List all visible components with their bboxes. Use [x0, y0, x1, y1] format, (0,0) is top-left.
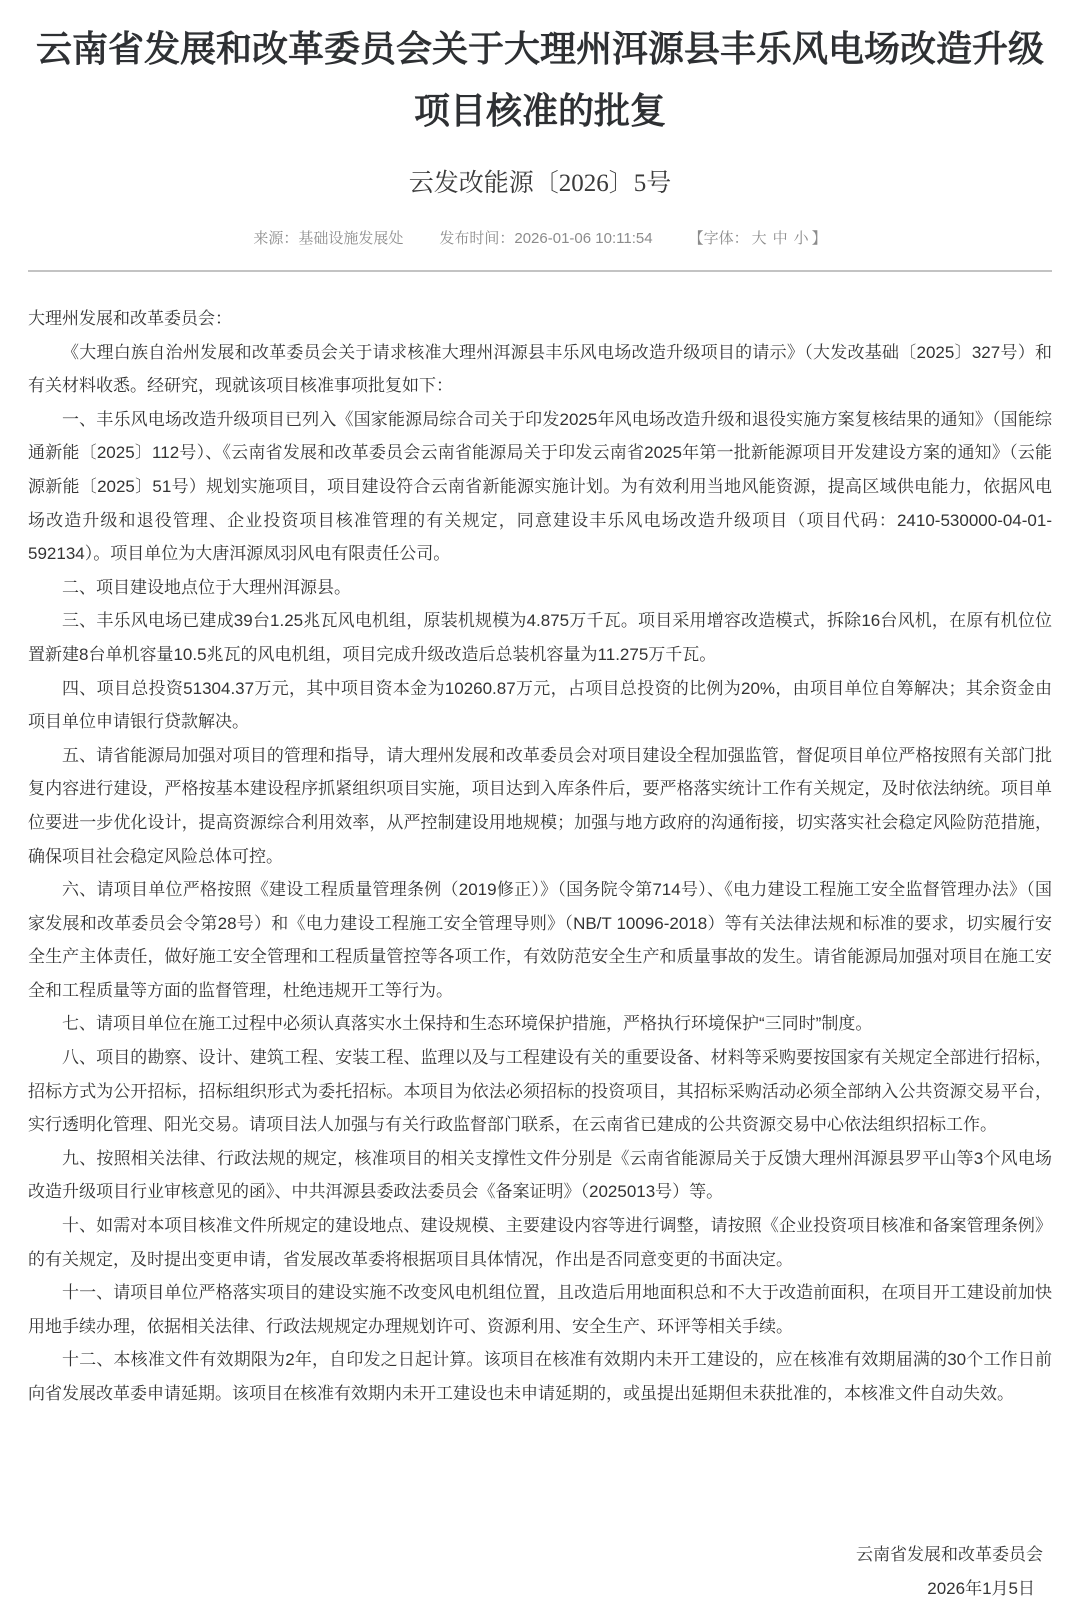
page-title: 云南省发展和改革委员会关于大理州洱源县丰乐风电场改造升级项目核准的批复 [35, 28, 1044, 131]
meta-bar [28, 228, 1052, 250]
publish-time: 发布时间：2026-01-06 10:11:54 [439, 230, 653, 247]
source-info: 来源：基础设施发展处 [253, 230, 404, 247]
paragraph: 三、丰乐风电场已建成39台1.25兆瓦风电机组，原装机规模为4.875万千瓦。项目采用增容改造模式，拆除16台风机，在原有机位位置新建8台单机容量10.5兆瓦的风电机组，项目完成升级改造后总装机容量为11.275万千瓦。 [28, 611, 1052, 664]
divider [28, 270, 1052, 272]
document-body [28, 302, 1052, 1411]
issuer-signature: 云南省发展和改革委员会 [856, 1545, 1043, 1564]
paragraph: 十、如需对本项目核准文件所规定的建设地点、建设规模、主要建设内容等进行调整，请按照《企业投资项目核准和备案管理条例》的有关规定，及时提出变更申请，省发展改革委将根据项目具体情况，作出是否同意变更的书面决定。 [28, 1216, 1052, 1269]
paragraph: 五、请省能源局加强对项目的管理和指导，请大理州发展和改革委员会对项目建设全程加强监管，督促项目单位严格按照有关部门批复内容进行建设，严格按基本建设程序抓紧组织项目实施，项目达到入库条件后，要严格落实统计工作有关规定，及时依法纳统。项目单位要进一步优化设计，提高资源综合利用效率，从严控制建设用地规模；加强与地方政府的沟通衔接，切实落实社会稳定风险防范措施，确保项目社会稳定风险总体可控。 [28, 745, 1052, 866]
paragraph: 七、请项目单位在施工过程中必须认真落实水土保持和生态环境保护措施，严格执行环境保护“三同时”制度。 [62, 1014, 873, 1034]
paragraph: 十一、请项目单位严格落实项目的建设实施不改变风电机组位置，且改造后用地面积总和不大于改造前面积，在项目开工建设前加快用地手续办理，依据相关法律、行政法规规定办理规划许可、资源利用、安全生产、环评等相关手续。 [28, 1283, 1052, 1336]
document-number: 云发改能源〔2026〕5号 [408, 170, 672, 197]
font-small-button[interactable]: 小 [793, 230, 809, 247]
document-footer [856, 1538, 1052, 1606]
paragraph: 八、项目的勘察、设计、建筑工程、安装工程、监理以及与工程建设有关的重要设备、材料等采购要按国家有关规定全部进行招标，招标方式为公开招标，招标组织形式为委托招标。本项目为依法必须招标的投资项目，其招标采购活动必须全部纳入公共资源交易平台，实行透明化管理、阳光交易。请项目法人加强与有关行政监督部门联系，在云南省已建成的公共资源交易中心依法组织招标工作。 [28, 1048, 1052, 1135]
salutation: 大理州发展和改革委员会： [28, 309, 232, 328]
font-size-label-close: 】 [811, 230, 827, 247]
paragraph: 十二、本核准文件有效期限为2年，自印发之日起计算。该项目在核准有效期内未开工建设的，应在核准有效期届满的30个工作日前向省发展改革委申请延期。该项目在核准有效期内未开工建设也未申请延期的，或虽提出延期但未获批准的，本核准文件自动失效。 [28, 1350, 1052, 1403]
font-size-control [689, 228, 827, 250]
font-size-label: 【字体： [688, 230, 749, 247]
paragraph: 六、请项目单位严格按照《建设工程质量管理条例（2019修正）》（国务院令第714号）、《电力建设工程施工安全监督管理办法》（国家发展和改革委员会令第28号）和《电力建设工程施工安全管理导则》（NB/T 10096-2018）等有关法律法规和标准的要求，切实履行安全生产主体责任，做好施工安全管理和工程质量管控等各项工作，有效防范安全生产和质量事故的发生。请省能源局加强对项目在施工安全和工程质量等方面的监督管理，杜绝违规开工等行为。 [28, 880, 1052, 1000]
document-page [0, 18, 1080, 1411]
font-large-button[interactable]: 大 [751, 230, 767, 247]
paragraph: 四、项目总投资51304.37万元，其中项目资本金为10260.87万元，占项目总投资的比例为20%，由项目单位自筹解决；其余资金由项目单位申请银行贷款解决。 [28, 678, 1052, 732]
paragraph: 一、丰乐风电场改造升级项目已列入《国家能源局综合司关于印发2025年风电场改造升级和退役实施方案复核结果的通知》（国能综通新能〔2025〕112号）、《云南省发展和改革委员会云南省能源局关于印发云南省2025年第一批新能源项目开发建设方案的通知》（云能源新能〔2025〕51号）规划实施项目，项目建设符合云南省新能源实施计划。为有效利用当地风能资源，提高区域供电能力，依据风电场改造升级和退役管理、企业投资项目核准管理的有关规定，同意建设丰乐风电场改造升级项目（项目代码：2410-530000-04-01-592134）。项目单位为大唐洱源凤羽风电有限责任公司。 [28, 409, 1052, 564]
issue-date: 2026年1月5日 [927, 1579, 1035, 1598]
paragraph: 二、项目建设地点位于大理州洱源县。 [62, 577, 351, 597]
paragraph: 九、按照相关法律、行政法规的规定，核准项目的相关支撑性文件分别是《云南省能源局关于反馈大理州洱源县罗平山等3个风电场改造升级项目行业审核意见的函》、中共洱源县委政法委员会《备案证明》（2025013号）等。 [28, 1148, 1052, 1202]
font-medium-button[interactable]: 中 [772, 230, 788, 247]
paragraph: 《大理白族自治州发展和改革委员会关于请求核准大理州洱源县丰乐风电场改造升级项目的请示》（大发改基础〔2025〕327号）和有关材料收悉。经研究，现就该项目核准事项批复如下： [28, 342, 1052, 396]
